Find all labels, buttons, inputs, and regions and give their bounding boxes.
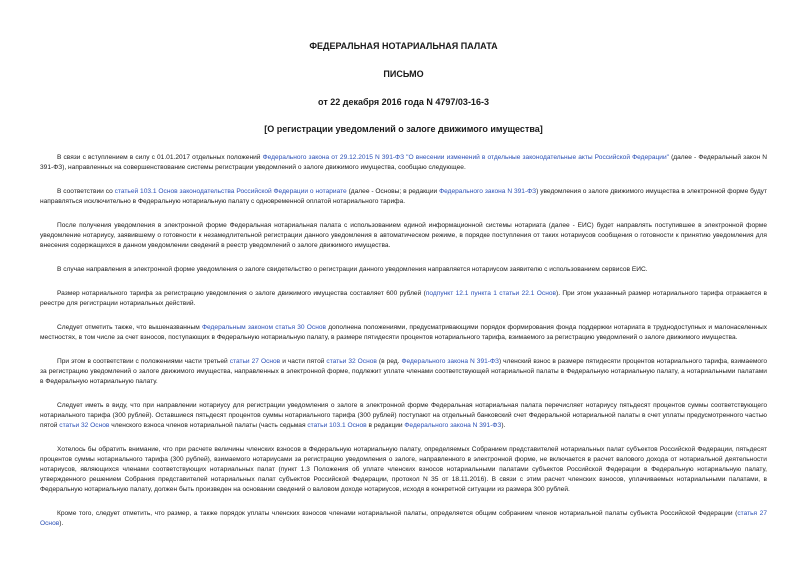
paragraph bbox=[40, 445, 767, 495]
paragraph bbox=[40, 509, 767, 529]
paragraph-text: В случае направления в электронной форме уведомления о залоге свидетельство о регистрации данного уведомления направляется нотариусом заявителю с использованием сервисов ЕИС. bbox=[57, 266, 648, 273]
document-subject: [О регистрации уведомлений о залоге движимого имущества] bbox=[264, 124, 543, 134]
paragraph-text: (далее - Федеральный закон N 391-ФЗ), направленных на совершенствование системы регистрации уведомлений о залоге движимого имущества, сообщаю следующее. bbox=[40, 154, 767, 171]
document-type: ПИСЬМО bbox=[383, 69, 424, 79]
paragraph-text: В соответствии со bbox=[57, 188, 115, 195]
paragraph-text: (далее - Основы; в редакции bbox=[346, 188, 440, 195]
paragraph bbox=[40, 265, 767, 275]
paragraph-text: ) уведомления о залоге движимого имущества в электронной форме будут направляться исключительно в Федеральную нотариальную палату с одновременной оплатой нотариального тарифа. bbox=[40, 188, 767, 205]
paragraph bbox=[40, 323, 767, 343]
paragraph-text: Следует иметь в виду, что при направлении нотариусу для регистрации уведомления о залоге в электронной форме Федеральная нотариальная палата перечисляет нотариусу пятьдесят процентов суммы соответствующего нотариального тарифа (300 рублей). Оставшиеся пятьдесят процентов суммы нотариального тарифа (300 рублей) поступают на отдельный банковский счет Федеральной нотариальной палаты в счет уплаты предусмотренного частью пятой bbox=[40, 402, 767, 429]
organization-title: ФЕДЕРАЛЬНАЯ НОТАРИАЛЬНАЯ ПАЛАТА bbox=[309, 41, 498, 51]
paragraph-text: и части пятой bbox=[280, 358, 327, 365]
paragraph bbox=[40, 187, 767, 207]
paragraph-text: (в ред. bbox=[376, 358, 402, 365]
paragraph-text: ). bbox=[59, 520, 64, 527]
paragraph bbox=[40, 153, 767, 173]
legal-reference-link[interactable]: Федерального закона N 391-ФЗ bbox=[404, 422, 502, 429]
paragraph bbox=[40, 401, 767, 431]
legal-reference-link[interactable]: статьи 32 Основ bbox=[326, 358, 377, 365]
legal-reference-link[interactable]: Федеральным законом bbox=[202, 324, 273, 331]
paragraph-text: Следует отметить также, что вышеназванным bbox=[57, 324, 203, 331]
paragraph-text: В связи с вступлением в силу с 01.01.2017 отдельных положений bbox=[57, 154, 263, 161]
legal-reference-link[interactable]: статьи 103.1 Основ bbox=[307, 422, 367, 429]
paragraph-text: членского взноса членов нотариальной палаты (часть седьмая bbox=[109, 422, 308, 429]
legal-reference-link[interactable]: Федерального закона от 29.12.2015 N 391-ФЗ "О внесении изменений в отдельные законодательные акты Российской Федерации" bbox=[262, 154, 669, 161]
paragraph-text: После получения уведомления в электронной форме Федеральная нотариальная палата с использованием единой информационной системы нотариата (далее - ЕИС) будет направлять поступившее в электронной форме уведомление нотариусу, заявившему о готовности к незамедлительной регистрации данного уведомления в автоматическом режиме, в порядке поступления от таких нотариусов сообщения о готовности к принятию уведомления для внесения содержащихся в данном уведомлении сведений в реестр уведомлений о залоге движимого имущества. bbox=[40, 222, 767, 249]
paragraph-text: Кроме того, следует отметить, что размер, а также порядок уплаты членских взносов членами нотариальной палаты, определяется общим собранием членов нотариальной палаты субъекта Российской Федерации ( bbox=[57, 510, 738, 517]
paragraph bbox=[40, 289, 767, 309]
legal-reference-link[interactable]: статьи 27 Основ bbox=[229, 358, 281, 365]
legal-reference-link[interactable]: статья 30 Основ bbox=[275, 324, 327, 331]
paragraph bbox=[40, 221, 767, 251]
document-body bbox=[40, 153, 767, 543]
paragraph-text: Хотелось бы обратить внимание, что при расчете величины членских взносов в Федеральную нотариальную палату, определяемых Собранием представителей нотариальных палат субъектов Российской Федерации, пятьдесят процентов суммы нотариального тарифа (300 рублей), взимаемого нотариусами за регистрацию уведомления о залоге, направленного в электронной форме, не включается в расчет валового дохода от нотариальной деятельности нотариусов, являющихся членами соответствующих нотариальных палат (пункт 1.3 Положения об уплате членских взносов нотариальными палатами субъектов Российской Федерации в Федеральную нотариальную палату, утвержденного решением Собрания представителей нотариальных палат субъектов Российской Федерации, протокол N 35 от 18.11.2016). В связи с этим расчет членских взносов, уплачиваемых нотариальными палатами, в Федеральную нотариальную палату, должен быть произведен на основании сведений о валовом доходе нотариусов, исходя в конкретной ситуации из размера 300 рублей. bbox=[40, 446, 767, 493]
document-date-number: от 22 декабря 2016 года N 4797/03-16-3 bbox=[318, 97, 489, 107]
paragraph-text: Размер нотариального тарифа за регистрацию уведомления о залоге движимого имущества составляет 600 рублей ( bbox=[57, 290, 426, 297]
paragraph-text: ) членский взнос в размере пятидесяти процентов нотариального тарифа, взимаемого за регистрацию уведомлений о залоге движимого имущества, направленных в электронной форме, подлежит уплате членами соответствующей нотариальной палаты в Федеральную нотариальную палату, а нотариальными палатами в Федеральную нотариальную палату. bbox=[40, 358, 768, 385]
legal-reference-link[interactable]: статьей 103.1 Основ законодательства Российской Федерации о нотариате bbox=[114, 188, 347, 195]
legal-reference-link[interactable]: статьи 32 Основ bbox=[59, 422, 110, 429]
paragraph bbox=[40, 357, 767, 387]
paragraph-text: дополнена положениями, предусматривающими порядок формирования фонда поддержки нотариата в труднодоступных и малонаселенных местностях, в том числе за счет взносов, поступающих в Федеральную нотариальную палату, в размере пятидесяти процентов нотариального тарифа, взимаемого за регистрацию уведомлений о залоге движимого имущества. bbox=[40, 324, 768, 341]
paragraph-text: ). bbox=[501, 422, 506, 429]
legal-reference-link[interactable]: Федерального закона N 391-ФЗ bbox=[401, 358, 499, 365]
paragraph-text: При этом в соответствии с положениями части третьей bbox=[57, 358, 230, 365]
legal-reference-link[interactable]: Федерального закона N 391-ФЗ bbox=[439, 188, 537, 195]
paragraph-text: в редакции bbox=[366, 422, 405, 429]
legal-reference-link[interactable]: подпункт 12.1 пункта 1 статьи 22.1 Основ bbox=[425, 290, 557, 297]
legal-reference-link[interactable]: статья 27 Основ bbox=[40, 510, 767, 527]
paragraph-text: ). При этом указанный размер нотариального тарифа отражается в реестре для регистрации нотариальных действий. bbox=[40, 290, 767, 307]
